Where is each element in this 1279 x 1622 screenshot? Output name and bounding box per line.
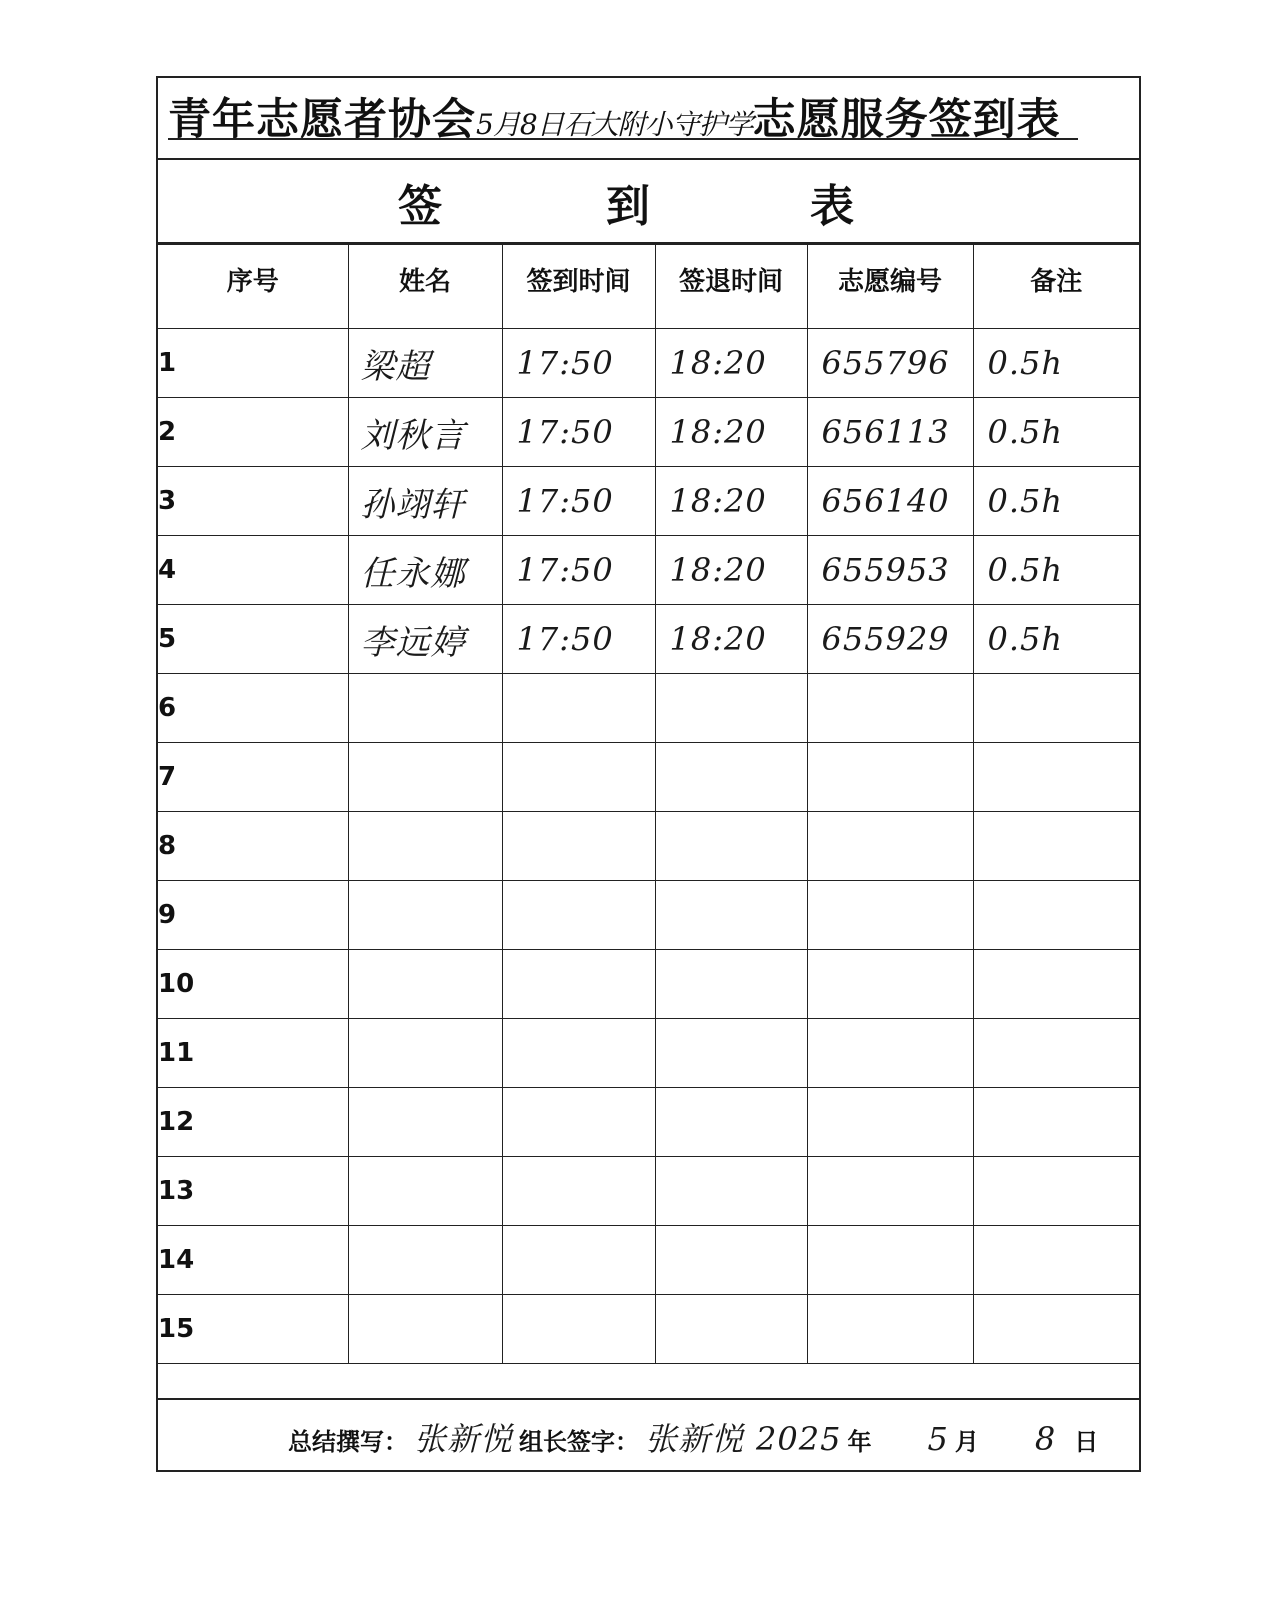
cell-name-text: 孙翊轩	[360, 484, 466, 525]
cell-row-number: 3	[158, 467, 348, 536]
cell-sign-out	[655, 1226, 807, 1295]
cell-row-number: 8	[158, 812, 348, 881]
cell-name-text: 任永娜	[360, 553, 466, 594]
cell-row-number: 11	[158, 1019, 348, 1088]
cell-note	[973, 536, 1139, 605]
subtitle-char-1: 签	[398, 181, 442, 232]
cell-row-number: 4	[158, 536, 348, 605]
title-underline	[168, 138, 1078, 140]
cell-name	[348, 950, 502, 1019]
cell-sign-out-text: 18:20	[669, 551, 767, 589]
month-label: 月	[954, 1428, 979, 1456]
cell-name	[348, 743, 502, 812]
table-row	[158, 1226, 1139, 1295]
cell-row-number: 9	[158, 881, 348, 950]
cell-name-text: 梁超	[360, 346, 431, 387]
cell-sign-out-text: 18:20	[669, 344, 767, 382]
table-row	[158, 881, 1139, 950]
header-row	[158, 245, 1139, 329]
cell-volunteer-id-text: 655953	[821, 551, 950, 589]
cell-volunteer-id	[807, 674, 973, 743]
summary-signature: 张新悦	[414, 1420, 514, 1458]
summary-label: 总结撰写：	[288, 1428, 408, 1456]
cell-sign-in	[502, 674, 655, 743]
title-suffix: 志愿服务签到表	[752, 95, 1061, 145]
cell-sign-out	[655, 674, 807, 743]
cell-note	[973, 1019, 1139, 1088]
cell-sign-in	[502, 329, 655, 398]
cell-volunteer-id	[807, 329, 973, 398]
cell-volunteer-id	[807, 1157, 973, 1226]
cell-sign-in	[502, 1157, 655, 1226]
date-month: 5	[927, 1420, 949, 1458]
title-row	[158, 78, 1139, 160]
title-handwritten-activity: 5月8日石大附小守护学	[476, 108, 753, 141]
cell-row-number: 2	[158, 398, 348, 467]
cell-sign-in	[502, 1226, 655, 1295]
cell-row-number: 14	[158, 1226, 348, 1295]
table-row	[158, 467, 1139, 536]
cell-note-text: 0.5h	[987, 482, 1063, 520]
cell-name	[348, 605, 502, 674]
cell-name	[348, 536, 502, 605]
cell-name	[348, 812, 502, 881]
cell-note-text: 0.5h	[987, 344, 1063, 382]
leader-label: 组长签字：	[519, 1428, 640, 1456]
cell-sign-in	[502, 950, 655, 1019]
cell-sign-out	[655, 950, 807, 1019]
cell-sign-in-text: 17:50	[516, 620, 614, 658]
cell-note	[973, 950, 1139, 1019]
table-row	[158, 743, 1139, 812]
table-row	[158, 398, 1139, 467]
cell-sign-in	[502, 1019, 655, 1088]
title-prefix: 青年志愿者协会	[168, 95, 476, 145]
cell-sign-out	[655, 1295, 807, 1364]
cell-sign-in-text: 17:50	[516, 344, 614, 382]
column-header-volunteer-id: 志愿编号	[807, 245, 973, 329]
cell-note-text: 0.5h	[987, 551, 1063, 589]
cell-row-number: 12	[158, 1088, 348, 1157]
cell-note	[973, 1295, 1139, 1364]
cell-note	[973, 1226, 1139, 1295]
cell-sign-out	[655, 467, 807, 536]
cell-sign-in-text: 17:50	[516, 413, 614, 451]
cell-note-text: 0.5h	[987, 620, 1063, 658]
cell-row-number: 15	[158, 1295, 348, 1364]
cell-sign-in-text: 17:50	[516, 551, 614, 589]
cell-note-text: 0.5h	[987, 413, 1063, 451]
cell-volunteer-id	[807, 743, 973, 812]
cell-sign-out	[655, 1019, 807, 1088]
cell-name	[348, 1295, 502, 1364]
table-row	[158, 605, 1139, 674]
cell-name	[348, 1088, 502, 1157]
cell-sign-out	[655, 812, 807, 881]
cell-sign-in	[502, 1295, 655, 1364]
cell-volunteer-id	[807, 1295, 973, 1364]
table-row	[158, 1157, 1139, 1226]
column-header-note: 备注	[973, 245, 1139, 329]
year-label: 年	[847, 1428, 872, 1456]
leader-signature: 张新悦	[645, 1420, 745, 1458]
cell-sign-in	[502, 881, 655, 950]
sign-in-table	[158, 244, 1139, 1364]
cell-sign-in	[502, 812, 655, 881]
date-year: 2025	[756, 1420, 842, 1458]
cell-note	[973, 1088, 1139, 1157]
subtitle-char-2: 到	[606, 181, 650, 232]
cell-name	[348, 1226, 502, 1295]
table-row	[158, 1295, 1139, 1364]
table-row	[158, 950, 1139, 1019]
footer-row	[158, 1398, 1139, 1470]
cell-name-text: 李远婷	[360, 622, 466, 663]
cell-row-number: 13	[158, 1157, 348, 1226]
cell-sign-out	[655, 605, 807, 674]
cell-volunteer-id-text: 655929	[821, 620, 950, 658]
cell-sign-in	[502, 467, 655, 536]
cell-note	[973, 1157, 1139, 1226]
cell-note	[973, 674, 1139, 743]
cell-sign-in	[502, 536, 655, 605]
cell-row-number: 7	[158, 743, 348, 812]
cell-name	[348, 467, 502, 536]
cell-volunteer-id	[807, 1088, 973, 1157]
column-header-no: 序号	[158, 245, 348, 329]
cell-sign-out-text: 18:20	[669, 620, 767, 658]
column-header-name: 姓名	[348, 245, 502, 329]
cell-note	[973, 329, 1139, 398]
column-header-sign-out: 签退时间	[655, 245, 807, 329]
cell-sign-in	[502, 605, 655, 674]
cell-volunteer-id-text: 656113	[821, 413, 950, 451]
cell-volunteer-id	[807, 1226, 973, 1295]
cell-row-number: 5	[158, 605, 348, 674]
cell-sign-out	[655, 536, 807, 605]
cell-name-text: 刘秋言	[360, 415, 466, 456]
cell-volunteer-id	[807, 1019, 973, 1088]
cell-sign-out-text: 18:20	[669, 413, 767, 451]
cell-sign-out	[655, 329, 807, 398]
cell-volunteer-id	[807, 398, 973, 467]
cell-note	[973, 743, 1139, 812]
cell-note	[973, 605, 1139, 674]
footer-line	[288, 1414, 1098, 1460]
cell-volunteer-id-text: 655796	[821, 344, 950, 382]
cell-note	[973, 812, 1139, 881]
subtitle-char-3: 表	[810, 181, 854, 232]
cell-volunteer-id	[807, 950, 973, 1019]
cell-sign-out	[655, 881, 807, 950]
cell-note	[973, 398, 1139, 467]
cell-note	[973, 881, 1139, 950]
date-day: 8	[1034, 1420, 1057, 1458]
cell-row-number: 6	[158, 674, 348, 743]
cell-sign-in	[502, 1088, 655, 1157]
table-row	[158, 1019, 1139, 1088]
cell-name	[348, 398, 502, 467]
subtitle-row	[158, 160, 1139, 244]
cell-volunteer-id	[807, 605, 973, 674]
sign-in-sheet	[156, 76, 1141, 1472]
column-header-sign-in: 签到时间	[502, 245, 655, 329]
cell-sign-in	[502, 398, 655, 467]
cell-name	[348, 329, 502, 398]
cell-volunteer-id	[807, 812, 973, 881]
cell-sign-out-text: 18:20	[669, 482, 767, 520]
cell-volunteer-id-text: 656140	[821, 482, 950, 520]
cell-volunteer-id	[807, 467, 973, 536]
cell-name	[348, 881, 502, 950]
cell-name	[348, 674, 502, 743]
cell-sign-out	[655, 1157, 807, 1226]
cell-sign-out	[655, 1088, 807, 1157]
day-label: 日	[1074, 1428, 1099, 1456]
cell-volunteer-id	[807, 881, 973, 950]
table-row	[158, 674, 1139, 743]
cell-sign-out	[655, 398, 807, 467]
cell-note	[973, 467, 1139, 536]
cell-row-number: 10	[158, 950, 348, 1019]
cell-sign-in-text: 17:50	[516, 482, 614, 520]
cell-row-number: 1	[158, 329, 348, 398]
table-row	[158, 1088, 1139, 1157]
cell-name	[348, 1157, 502, 1226]
table-row	[158, 812, 1139, 881]
cell-volunteer-id	[807, 536, 973, 605]
cell-name	[348, 1019, 502, 1088]
cell-sign-out	[655, 743, 807, 812]
cell-sign-in	[502, 743, 655, 812]
table-row	[158, 329, 1139, 398]
table-row	[158, 536, 1139, 605]
table-body	[158, 329, 1139, 1364]
